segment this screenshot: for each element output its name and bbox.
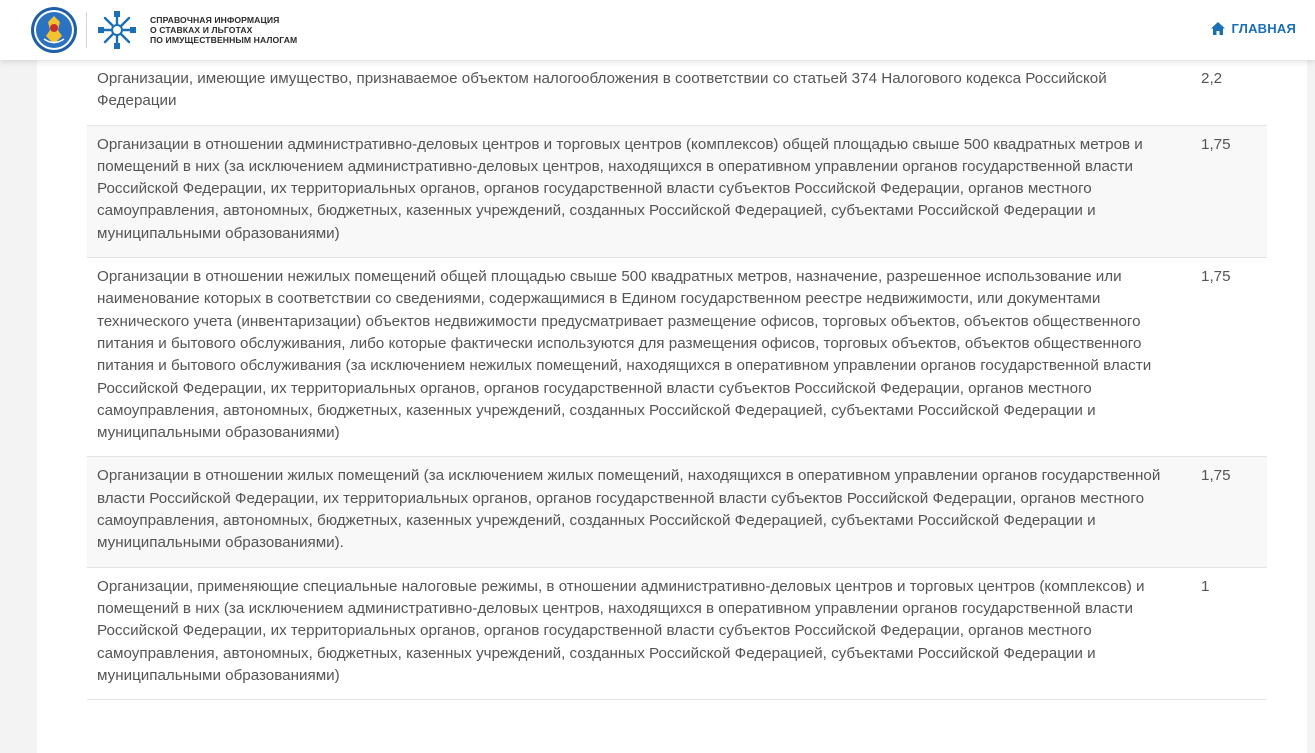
tax-rate: 1,75 bbox=[1201, 135, 1231, 153]
site-caption bbox=[150, 15, 297, 45]
home-link[interactable] bbox=[1211, 21, 1296, 36]
caption-line-1: СПРАВОЧНАЯ ИНФОРМАЦИЯ bbox=[150, 15, 280, 25]
taxpayer-category: Организации в отношении нежилых помещений общей площадью свыше 500 квадратных метров, назначение, разрешенное использование или наименование которых в соответствии со сведениями, содержащимися в Едином государственном реестре недвижимости, или документами технического учета (инвентаризации) объектов недвижимости предусматривает размещение офисов, торговых объектов, объектов общественного питания и бытового обслуживания, либо которые фактически используются для размещения офисов, торговых объектов, объектов общественного питания и бытового обслуживания (за исключением нежилых помещений, находящихся в оперативном управлении органов государственной власти Российской Федерации, их территориальных органов, органов государственной власти субъектов Российской Федерации, органов местного самоуправления, автономных, бюджетных, казенных учреждений, созданных Российской Федерацией, субъектами Российской Федерации и муниципальными образованиями) bbox=[97, 268, 1152, 442]
home-icon bbox=[1211, 22, 1225, 35]
tax-rate: 1 bbox=[1201, 577, 1210, 595]
taxpayer-category: Организации в отношении жилых помещений (за исключением жилых помещений, находящихся в оперативном управлении органов государственной власти Российской Федерации, их территориальных органов, органов государственной власти субъектов Российской Федерации, органов местного самоуправления, автономных, бюджетных, казенных учреждений, созданных Российской Федерацией, субъектами Российской Федерации и муниципальными образованиями). bbox=[97, 467, 1161, 552]
table-row bbox=[87, 457, 1267, 567]
taxpayer-category: Организации, применяющие специальные налоговые режимы, в отношении административно-деловых центров и торговых центров (комплексов) и помещений в них (за исключением административно-деловых центров, находящихся в оперативном управлении органов государственной власти Российской Федерации, их территориальных органов, органов государственной власти субъектов Российской Федерации, органов местного самоуправления, автономных, бюджетных, казенных учреждений, созданных Российской Федерацией, субъектами Российской Федерации и муниципальными образованиями) bbox=[97, 577, 1145, 684]
rates-table bbox=[87, 60, 1267, 700]
site-header bbox=[0, 0, 1315, 60]
tax-rate: 1,75 bbox=[1201, 467, 1231, 485]
home-link-label: ГЛАВНАЯ bbox=[1231, 21, 1296, 36]
fns-emblem-icon[interactable] bbox=[30, 6, 78, 54]
tax-rate: 1,75 bbox=[1201, 268, 1231, 286]
taxpayer-category: Организации в отношении административно-деловых центров и торговых центров (комплексов) общей площадью свыше 500 квадратных метров и помещений в них (за исключением административно-деловых центров, находящихся в оперативном управлении органов государственной власти Российской Федерации, их территориальных органов, органов государственной власти субъектов Российской Федерации, органов местного самоуправления, автономных, бюджетных, казенных учреждений, созданных Российской Федерацией, субъектами Российской Федерации и муниципальными образованиями) bbox=[97, 135, 1143, 242]
tax-rate: 2,2 bbox=[1201, 70, 1223, 87]
caption-line-3: ПО ИМУЩЕСТВЕННЫМ НАЛОГАМ bbox=[150, 35, 298, 45]
header-separator bbox=[86, 12, 87, 48]
table-row bbox=[87, 568, 1267, 700]
page-background-left bbox=[0, 0, 37, 753]
table-row bbox=[87, 60, 1267, 126]
snowflake-service-icon[interactable] bbox=[96, 9, 138, 51]
caption-line-2: О СТАВКАХ И ЛЬГОТАХ bbox=[150, 25, 253, 35]
taxpayer-category: Организации, имеющие имущество, признаваемое объектом налогообложения в соответствии со статьей 374 Налогового кодекса Российской Федерации bbox=[97, 70, 1107, 110]
table-row bbox=[87, 126, 1267, 258]
table-row bbox=[87, 258, 1267, 457]
